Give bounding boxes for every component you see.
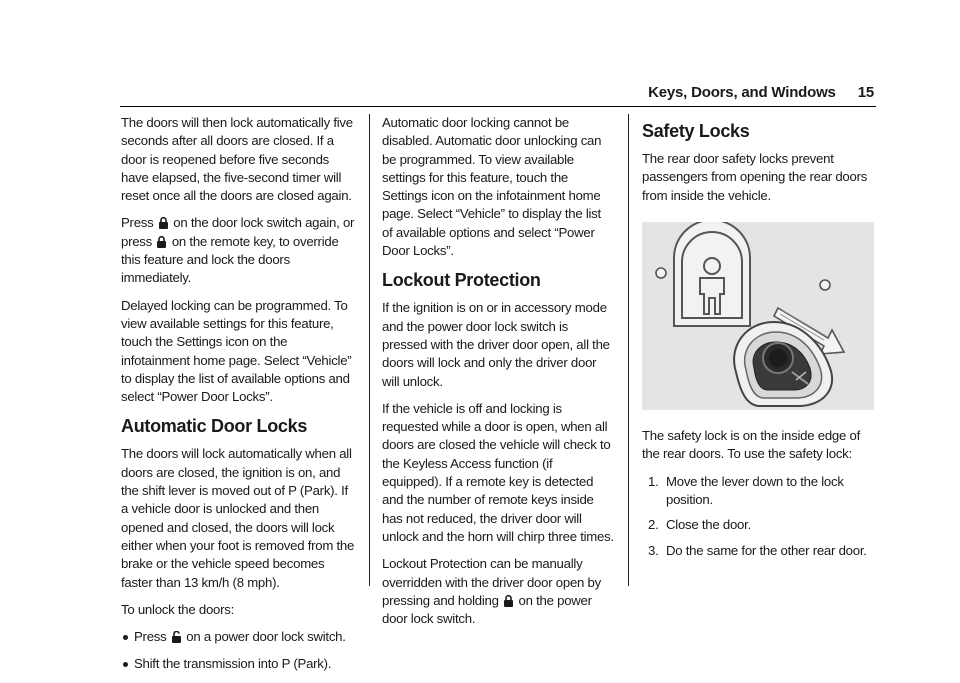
paragraph: The doors will then lock automatically five seconds after all doors are closed. If a door is reopened before five seconds have elapsed, the five-second timer will reset once all the doors are closed again. <box>121 115 353 204</box>
list-item <box>121 628 358 646</box>
text-run: on a power door lock switch. <box>182 629 346 645</box>
text-run: Press <box>121 215 157 231</box>
list-item <box>642 516 878 534</box>
text-run: on the remote key, to override this feature and lock the doors immediately. <box>121 233 339 286</box>
step-text: Move the lever down to the lock position. <box>666 473 844 508</box>
unlock-icon <box>171 631 182 643</box>
text-run: on the door lock switch again, or press <box>121 215 355 249</box>
paragraph: If the ignition is on or in accessory mode and the power door lock switch is pressed with the driver door open, all the doors will lock and only the driver door will unlock. <box>382 300 610 389</box>
list-item: Shift the transmission into P (Park). <box>121 655 358 673</box>
bullet-list <box>121 628 358 674</box>
paragraph: Automatic door locking cannot be disabled. Automatic door unlocking can be programmed. To view available settings for this feature, touch the Settings icon on the infotainment home page. Select “Vehicle” to display the list of available options and select “Power Door Locks”. <box>382 115 602 259</box>
section-title: Keys, Doors, and Windows <box>648 84 836 101</box>
paragraph: If the vehicle is off and locking is requested while a door is open, when all doors are closed the vehicle will check to the Keyless Access function (if equipped). If a remote key is detected and the number of remote keys inside has not reduced, the driver door will unlock and the horn will chirp three times. <box>382 400 614 544</box>
section-heading: Lockout Protection <box>382 270 541 291</box>
paragraph: To unlock the doors: <box>121 601 235 617</box>
column-1 <box>121 114 358 683</box>
step-number: 2. <box>648 517 659 533</box>
page-number: 15 <box>857 84 874 101</box>
page-header <box>648 84 874 101</box>
step-text: Do the same for the other rear door. <box>666 542 867 558</box>
paragraph <box>121 214 358 287</box>
child-lock-emblem-icon <box>674 222 750 326</box>
paragraph: The rear door safety locks prevent passengers from opening the rear doors from inside the vehicle. <box>642 151 868 203</box>
column-3 <box>642 114 878 567</box>
lock-icon <box>503 595 514 607</box>
section-heading: Safety Locks <box>642 121 750 141</box>
header-rule <box>120 106 876 107</box>
column-divider <box>628 114 629 586</box>
text-run: Press <box>134 629 170 645</box>
text-run: on the power door lock switch. <box>382 592 592 627</box>
lock-icon <box>158 217 169 229</box>
list-item <box>642 473 878 510</box>
text-run: Lockout Protection can be manually overridden with the driver door open by pressing and holding <box>382 556 601 608</box>
step-number: 1. <box>648 473 659 489</box>
paragraph: The safety lock is on the inside edge of the rear doors. To use the safety lock: <box>642 428 860 462</box>
step-number: 3. <box>648 542 659 558</box>
numbered-list <box>642 473 878 560</box>
list-item <box>642 542 878 560</box>
safety-lock-illustration <box>642 222 874 410</box>
paragraph: Delayed locking can be programmed. To view available settings for this feature, touch the Settings icon on the infotainment home page. Select “Vehicle” to display the list of available options and select “Power Door Locks”. <box>121 297 352 405</box>
column-2 <box>382 114 614 637</box>
paragraph: The doors will lock automatically when all doors are closed, the ignition is on, and the shift lever is moved out of P (Park). If a vehicle door is unlocked and then opened and closed, the doors will lock either when your foot is removed from the brake or the vehicle speed becomes faster than 13 km/h (8 mph). <box>121 446 355 590</box>
lock-icon <box>156 236 167 248</box>
section-heading: Automatic Door Locks <box>121 416 308 437</box>
paragraph <box>382 555 614 628</box>
step-text: Close the door. <box>666 517 751 533</box>
column-divider <box>369 114 370 586</box>
